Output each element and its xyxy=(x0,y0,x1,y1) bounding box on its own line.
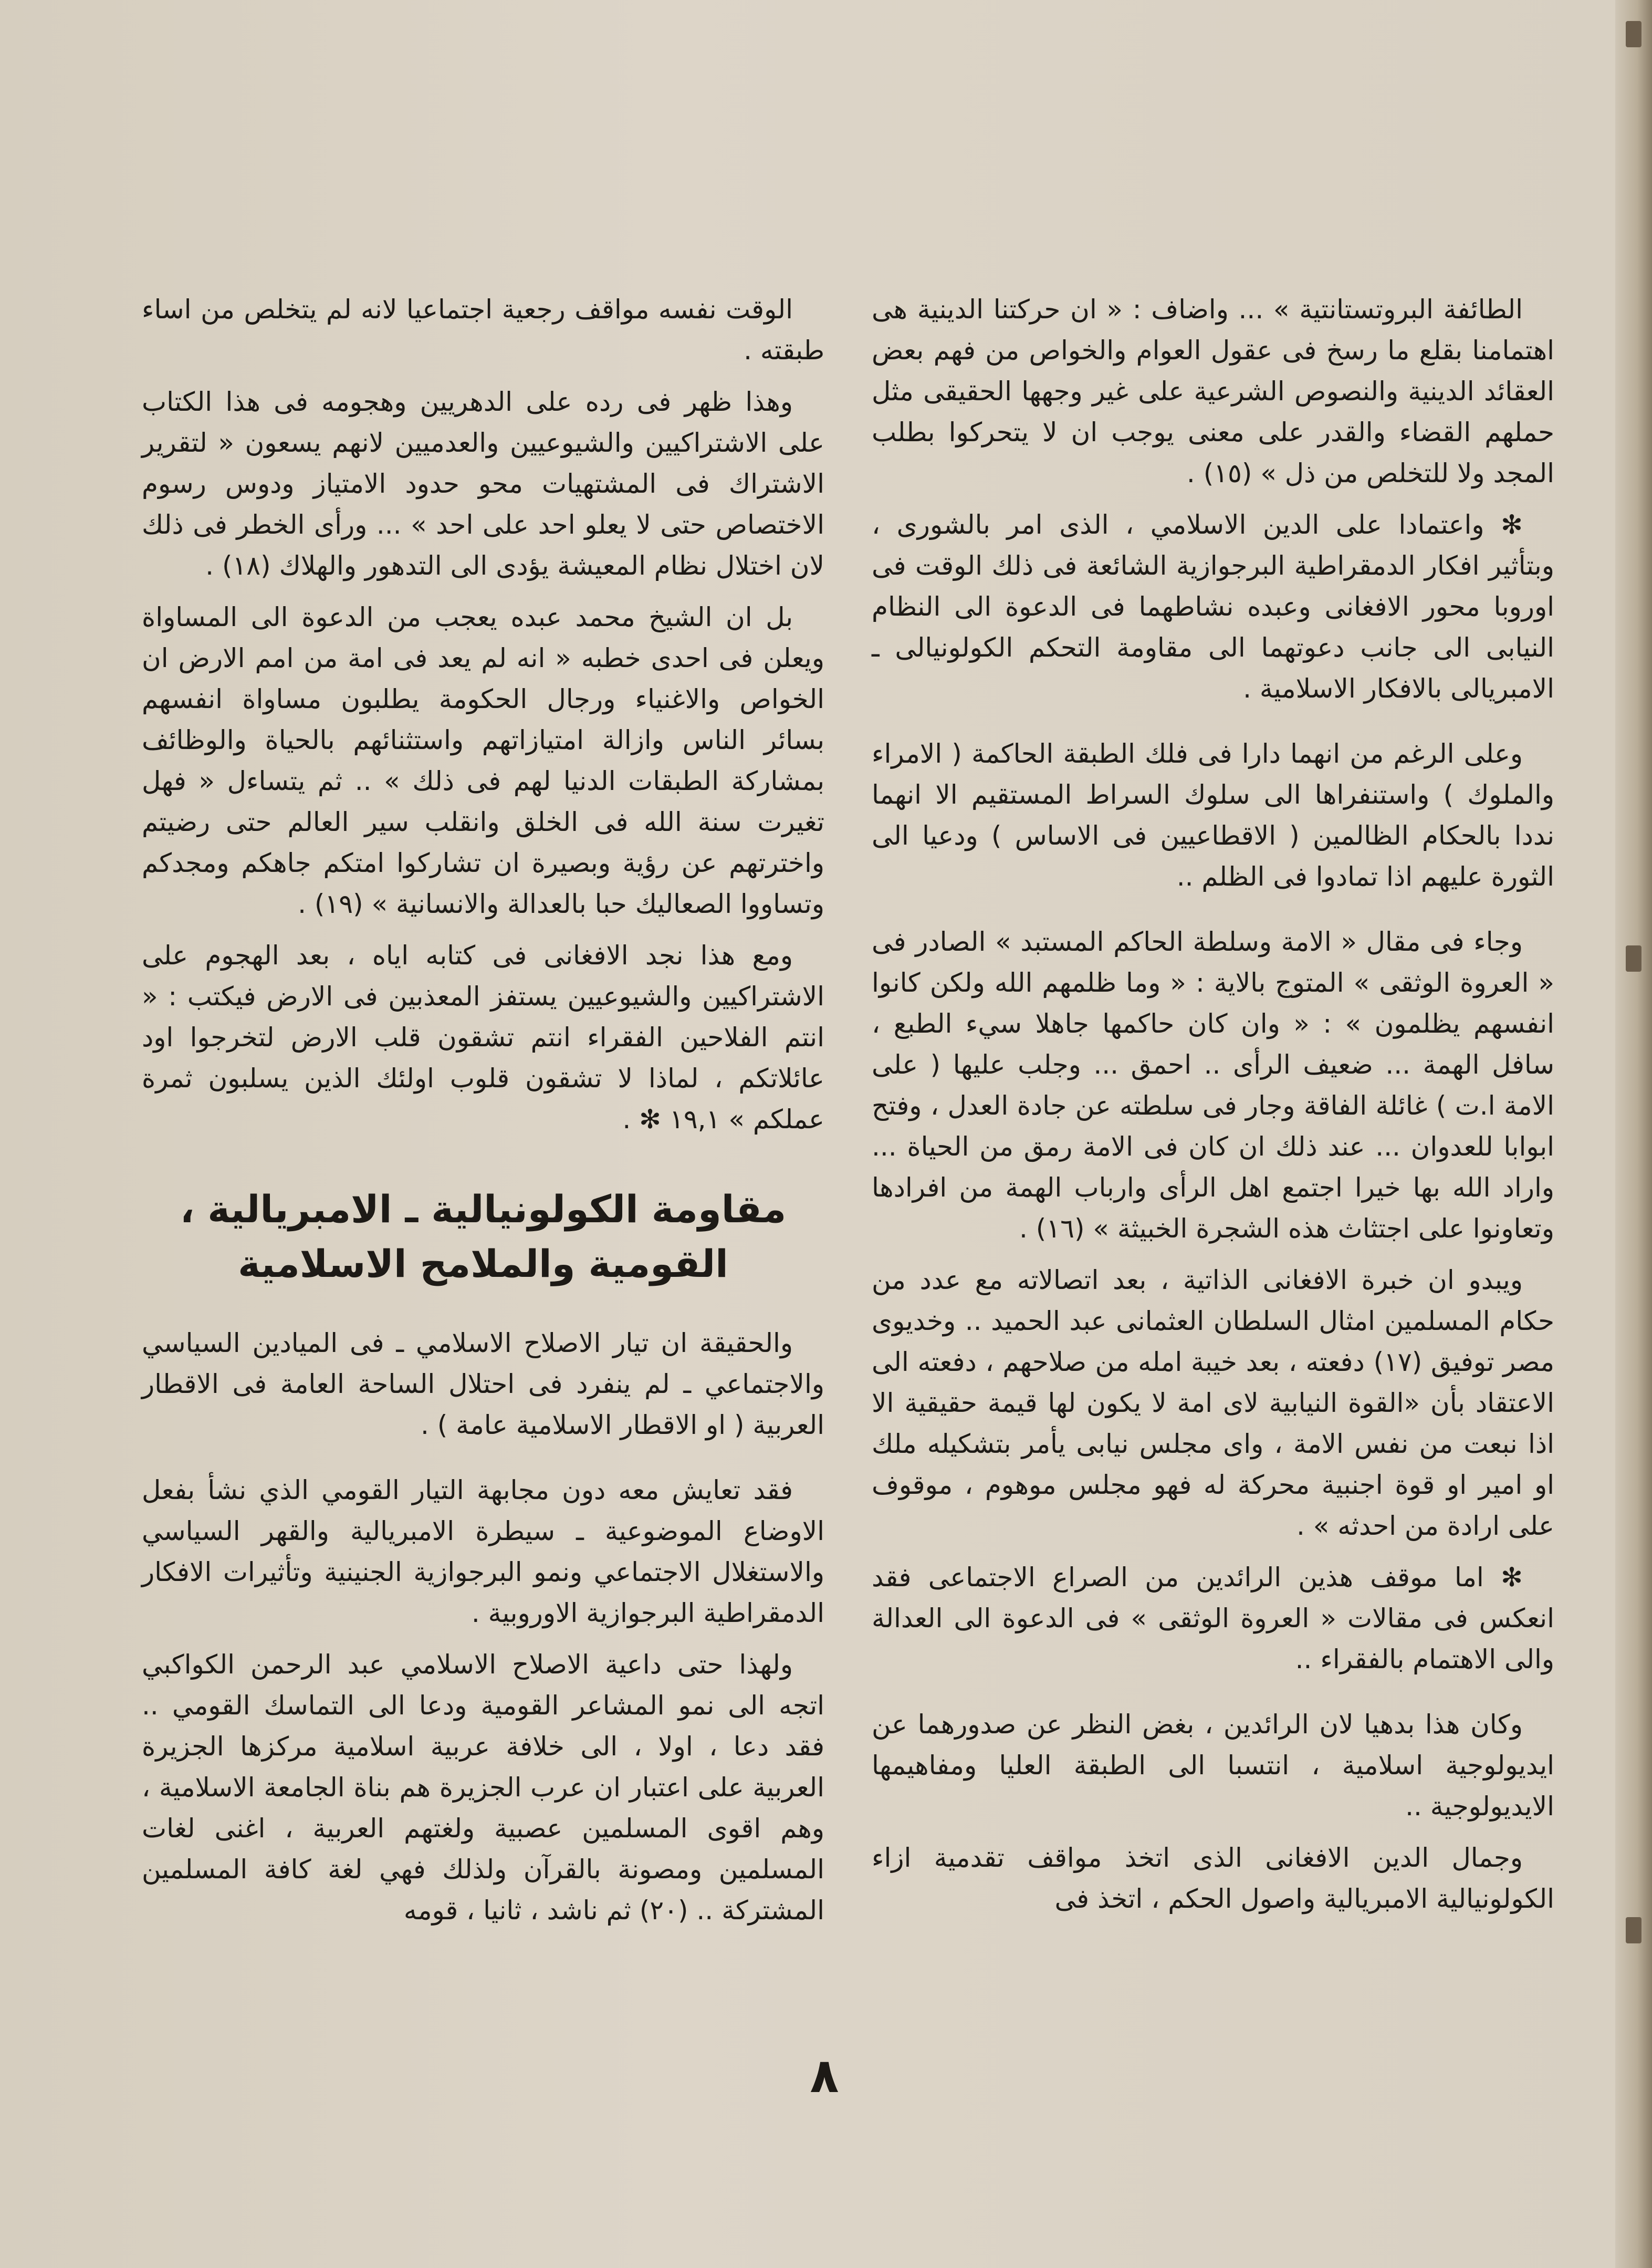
paragraph: وهذا ظهر فى رده على الدهريين وهجومه فى هذا الكتاب على الاشتراكيين والشيوعيين والعدميين لانهم يسعون « لتقرير الاشتراك فى المشتهيات محو حدود الامتياز ودوس رسوم الاختصاص حتى لا يعلو احد على احد » ... ورأى الخطر فى ذلك لان اختلال نظام المعيشة يؤدى الى التدهور والهلاك (١٨) . xyxy=(142,387,824,581)
staple-mark xyxy=(1626,21,1641,47)
paragraph: بل ان الشيخ محمد عبده يعجب من الدعوة الى المساواة ويعلن فى احدى خطبه « انه لم يعد فى امة من امم الارض ان الخواص والاغنياء ورجال الحكومة يطلبون مساواة انفسهم بسائر الناس وازالة امتيازاتهم واستثنائهم بالحياة والوظائف بمشاركة الطبقات الدنيا لهم فى ذلك » .. ثم يتساءل « فهل تغيرت سنة الله فى الخلق وانقلب سير العالم حتى رضيتم واخترتهم عن رؤية وبصيرة ان تشاركوا امتكم جاهكم ومجدكم وتساووا الصعاليك حبا بالعدالة والانسانية » (١٩) . xyxy=(142,602,824,919)
paragraph: والحقيقة ان تيار الاصلاح الاسلامي ـ فى الميادين السياسي والاجتماعي ـ لم ينفرد فى احتلال الساحة العامة فى الاقطار العربية ( او الاقطار الاسلامية عامة ) . xyxy=(142,1328,824,1440)
paragraph: ✻ اما موقف هذين الرائدين من الصراع الاجتماعى فقد انعكس فى مقالات « العروة الوثقى » فى الدعوة الى العدالة والى الاهتمام بالفقراء .. xyxy=(872,1562,1554,1674)
paragraph: الطائفة البروتستانتية » ... واضاف : « ان حركتنا الدينية هى اهتمامنا بقلع ما رسخ فى عقول العوام والخواص من فهم بعض العقائد الدينية والنصوص الشرعية على غير وجهها الحقيقى مثل حملهم القضاء والقدر على معنى يوجب ان لا يتحركوا بطلب المجد ولا للتخلص من ذل » (١٥) . xyxy=(872,294,1554,488)
left-text-column xyxy=(142,289,824,1941)
paragraph: ومع هذا نجد الافغانى فى كتابه اياه ، بعد الهجوم على الاشتراكيين والشيوعيين يستفز المعذبين فى الارض فيكتب : « انتم الفلاحين الفقراء انتم تشقون قلب الارض لتخرجوا اود عائلاتكم ، لماذا لا تشقون قلوب اولئك الذين يسلبون ثمرة عملكم » ١٩,١ ✻ . xyxy=(142,940,824,1135)
page-number: ٨ xyxy=(810,2048,839,2104)
binding-spine xyxy=(1615,0,1652,2268)
paragraph: ويبدو ان خبرة الافغانى الذاتية ، بعد اتصالاته مع عدد من حكام المسلمين امثال السلطان العثمانى عبد الحميد .. وخديوى مصر توفيق (١٧) دفعته ، بعد خيبة امله من صلاحهم ، دفعته الى الاعتقاد بأن «القوة النيابية لاى امة لا يكون لها قيمة حقيقية الا اذا نبعت من نفس الامة ، واى مجلس نيابى يأمر بتشكيله ملك او امير او قوة اجنبية محركة له فهو مجلس موهوم ، موقوف على ارادة من احدثه » . xyxy=(872,1265,1554,1541)
paragraph: ✻ واعتمادا على الدين الاسلامي ، الذى امر بالشورى ، وبتأثير افكار الدمقراطية البرجوازية الشائعة فى ذلك الوقت فى اوروبا محور الافغانى وعبده نشاطهما فى الدعوة الى النظام النيابى الى جانب دعوتهما الى مقاومة التحكم الكولونيالى ـ الامبريالى بالافكار الاسلامية . xyxy=(872,509,1554,704)
staple-mark xyxy=(1626,945,1641,972)
paragraph: وجاء فى مقال « الامة وسلطة الحاكم المستبد » الصادر فى « العروة الوثقى » المتوج بالاية : « وما ظلمهم الله ولكن كانوا انفسهم يظلمون » : « وان كان حاكمها جاهلا سيء الطبع ، سافل الهمة ... ضعيف الرأى .. احمق ... وجلب عليها ( على الامة ا.ت ) غائلة الفاقة وجار فى سلطته عن جادة العدل ، وفتح ابوابا للعدوان ... عند ذلك ان كان فى الامة رمق من الحياة ... واراد الله بها خيرا اجتمع اهل الرأى وارباب الهمة من افرادها وتعاونوا على اجتثاث هذه الشجرة الخبيثة » (١٦) . xyxy=(872,927,1554,1244)
right-text-column xyxy=(872,289,1554,1930)
paragraph: فقد تعايش معه دون مجابهة التيار القومي الذي نشأ بفعل الاوضاع الموضوعية ـ سيطرة الامبريالية والقهر السياسي والاستغلال الاجتماعي ونمو البرجوازية الجنينية وتأثيرات الافكار الدمقراطية البرجوازية الاوروبية . xyxy=(142,1475,824,1628)
paragraph: ولهذا حتى داعية الاصلاح الاسلامي عبد الرحمن الكواكبي اتجه الى نمو المشاعر القومية ودعا الى التماسك القومي .. فقد دعا ، اولا ، الى خلافة عربية اسلامية مركزها الجزيرة العربية على اعتبار ان عرب الجزيرة هم بناة الجامعة الاسلامية ، وهم اقوى المسلمين عصبية ولغتهم العربية ، اغنى لغات المسلمين ومصونة بالقرآن ولذلك فهي لغة كافة المسلمين المشتركة .. (٢٠) ثم ناشد ، ثانيا ، قومه xyxy=(142,1649,824,1926)
section-heading xyxy=(142,1182,824,1291)
paragraph: الوقت نفسه مواقف رجعية اجتماعيا لانه لم يتخلص من اساء طبقته . xyxy=(142,294,824,366)
section-heading-line: مقاومة الكولونيالية ـ الامبريالية ، xyxy=(180,1187,787,1231)
section-heading-line: القومية والملامح الاسلامية xyxy=(238,1242,728,1286)
paragraph: وجمال الدين الافغانى الذى اتخذ مواقف تقدمية ازاء الكولونيالية الامبريالية واصول الحكم ، اتخذ فى xyxy=(872,1843,1554,1914)
paragraph: وعلى الرغم من انهما دارا فى فلك الطبقة الحاكمة ( الامراء والملوك ) واستنفراها الى سلوك السراط المستقيم الا انهما نددا بالحكام الظالمين ( الاقطاعيين فى الاساس ) ودعيا الى الثورة عليهم اذا تمادوا فى الظلم .. xyxy=(872,738,1554,892)
staple-mark xyxy=(1626,1917,1641,1943)
paragraph: وكان هذا بدهيا لان الرائدين ، بغض النظر عن صدورهما عن ايديولوجية اسلامية ، انتسبا الى الطبقة العليا ومفاهيمها الايديولوجية .. xyxy=(872,1709,1554,1822)
